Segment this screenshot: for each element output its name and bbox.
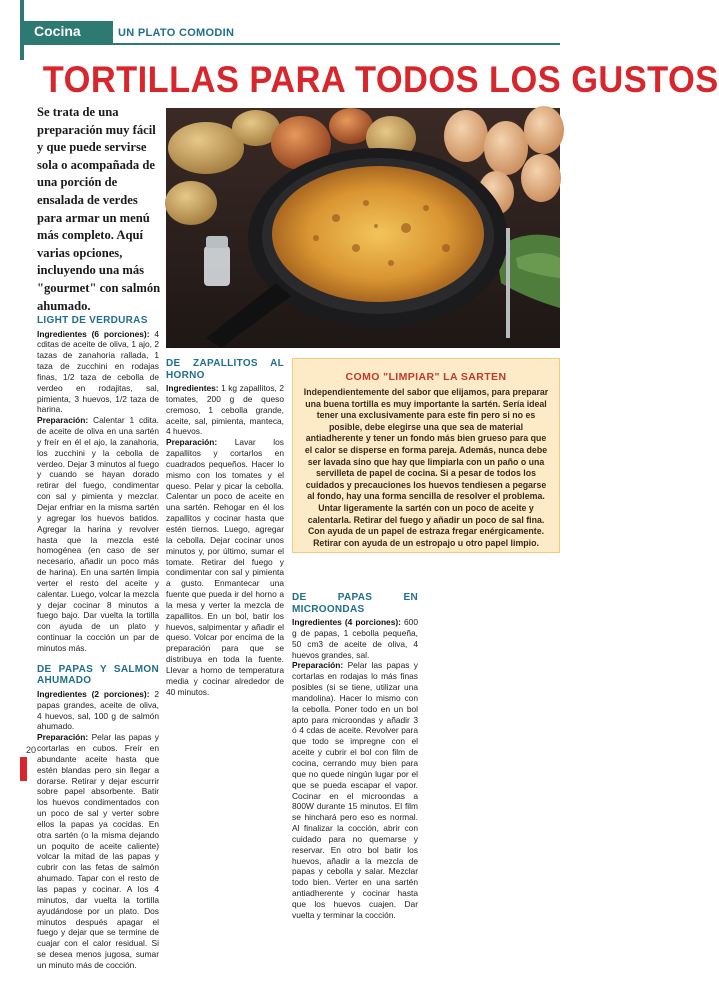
intro-text: Se trata de una preparación muy fácil y que puede servirse sola o acompañada de una porción de ensalada de verdes para armar un menú más completo. Aquí varias opciones, incluyendo una más "gourmet" con salmón ahumado. [37,105,161,313]
page-corner-bar [20,757,27,781]
section-tag: Cocina [24,21,113,43]
tip-box-title: COMO "LIMPIAR" LA SARTEN [345,371,507,383]
heading-zapallitos: DE ZAPALLITOS AL HORNO [166,358,284,381]
tip-box-text: Independientemente del sabor que elijamos, para preparar una buena tortilla es muy importante la sartén. Sería ideal tener una exclusivamente para este fin pero si no es posible, debe elegirse una que sea de material antiadherente y tener un fondo más bien grueso para que el calor se disperse en forma pareja. Además, nunca debe ser lavada sino que hay que limpiarla con un paño o una servilleta de papel de cocina. Si a pesar de todos los cuidados y precauciones los huevos tendiesen a pegarse al fondo, hay una forma sencilla de resolver el problema. Untar ligeramente la sartén con un poco de aceite y calentarla. Retirar del fuego y añadir un poco de sal fina. Con ayuda de un papel de estraza fregar enérgicamente. Retirar con ayuda de un estropajo u otro papel limpio. [303,387,549,548]
page-number: 20 [26,745,37,755]
column-3: DE PAPAS EN MICROONDAS Ingredientes (4 porciones): 600 g de papas, 1 cebolla pequeña, 50 cm3 de aceite de oliva, 4 huevos grandes, sal. Preparación: Pelar las papas y cortarlas en rodajas lo más finas posibles (si se tiene, utilizar una mandolina). Hacer lo mismo con la cebolla. Poner todo en un bol apto para microondas y añadir 3 ó 4 cdas de aceite. Revolver para que todo se impregne con el aceite y cubrir el bol con film de cocina, cerrando muy bien para que no quede ningún lugar por el que se pueda escapar el vapor. Cocinar en el microondas a 800W durante 15 minutos. El film se hinchará pero eso es normal. Al finalizar la cocción, abrir con cuidado para no quemarse y reservar. En otro bol batir los huevos, añadir a la mezcla de papas y cebolla y salar. Mezclar todo bien. Verter en una sartén antiadherente y cocinar hasta que los huevos cuajen. Dar vuelta y terminar la cocción. [292,592,418,920]
tortilla-photo [166,108,560,348]
tip-box [292,358,560,553]
section-subtitle: UN PLATO COMODIN [118,27,235,39]
page-title: TORTILLAS PARA TODOS LOS GUSTOS [42,59,719,100]
heading-light: LIGHT DE VERDURAS [37,315,148,326]
column-2: DE ZAPALLITOS AL HORNO Ingredientes: 1 kg zapallitos, 2 tomates, 200 g de queso cremoso, 1 cebolla grande, aceite, sal, pimienta, manteca, 4 huevos. Preparación: Lavar los zapallitos y cortarlos en cuadrados pequeños. Hacer lo mismo con los tomates y el queso. Pelar y picar la cebolla. Calentar un poco de aceite en una sartén. Rehogar en él los zapallitos y cocinar hasta que estén tiernos. Luego, agregar la cebolla. Dejar cocinar unos minutos y, por último, sumar el tomate. Retirar del fuego y condimentar con sal y pimienta a gusto. Enmantecar una fuente que pueda ir del horno a la mesa y verter la mezcla de zapallitos. En un bol, batir los huevos, salpimentar y añadir el queso. Volcar por encima de la preparación para que se distribuya en toda la fuente. Llevar a horno de temperatura media y cocinar alrededor de 40 minutos. [166,358,284,697]
heading-microondas: DE PAPAS EN MICROONDAS [292,592,418,615]
heading-papas-salmon: DE PAPAS Y SALMON AHUMADO [37,663,159,687]
column-1: LIGHT DE VERDURAS Ingredientes (6 porciones): 4 cditas de aceite de oliva, 1 ajo, 2 tazas de zanahoria rallada, 1 taza de zucchini en rodajas finas, 1/2 taza de cebolla de verdeo en rodajitas, sal, pimienta, 3 huevos, 1/2 taza de harina. Preparación: Calentar 1 cdita. de aceite de oliva en una sartén y freír en él el ajo, la zanahoria, los zucchini y la cebolla de verdeo. Dejar 3 minutos al fuego y cuando se hayan dorado retirar del fuego, condimentar con sal y pimienta y mezclar. Dejar enfriar en la misma sartén y agregar los huevos batidos. Agregar la harina y revolver hasta que la mezcla esté homogénea (en caso de ser necesario, añadir un poco más de harina). En una sartén limpia verter el resto del aceite y calentar. Luego, volcar la mezcla y dejar cocinar 8 minutos a fuego bajo. Dar vuelta la tortilla con ayuda de un plato y continuar la cocción un par de minutos más. DE PAPAS Y SALMON AHUMADO Ingredientes (2 porciones): 2 papas grandes, aceite de oliva, 4 huevos, sal, 100 g de salmón ahumado. Preparación: Pelar las papas y cortarlas en cubos. Freír en abundante aceite hasta que estén blandas pero sin llegar a dorarse. Retirar y dejar escurrir sobre papel absorbente. Batir los huevos condimentados con un poco de sal y verter sobre ellos la papas ya cocidas. En otra sartén (o la misma dejando un poquito de aceite caliente) volcar la mitad de las papas y cubrir con las fetas de salmón ahumado. Tapar con el resto de las papas y cocinar. A los 4 minutos, dar vuelta la tortilla ayudándose por un plato. Dos minutos después apagar el fuego y dejar que se termine de cuajar con el calor residual. Si se desea menos jugosa, sumar un minuto más de cocción. [37,315,159,970]
header-rule [24,43,560,45]
